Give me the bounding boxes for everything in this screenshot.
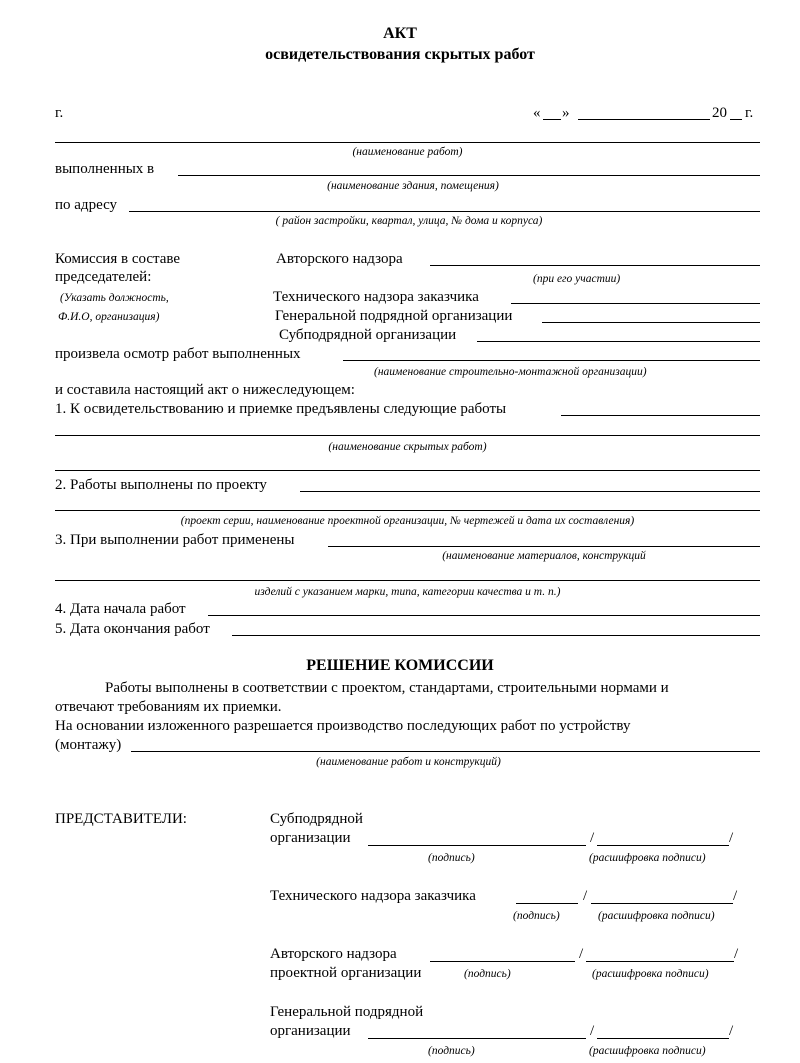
rep-technical-label: Технического надзора заказчика [270,888,476,904]
document-subtitle: освидетельствования скрытых работ [265,46,535,63]
signature-caption-4: (подпись) [428,1045,475,1057]
rep-general-label-1: Генеральной подрядной [270,1004,424,1020]
decision-paragraph-2a: На основании изложенного разрешается производство последующих работ по устройству [55,718,631,734]
specify-caption-2: Ф.И.О, организация) [58,311,160,323]
date-month-field[interactable] [578,119,710,120]
item2-field-2[interactable] [55,510,760,511]
compiled-label: и составила настоящий акт о нижеследующем: [55,382,355,398]
document-title: АКТ [383,25,417,42]
general-contractor-label: Генеральной подрядной организации [275,308,513,324]
decoding-caption-2: (расшифровка подписи) [598,910,715,922]
performed-in-field[interactable] [178,175,760,176]
slash-4b: / [729,1023,734,1039]
technical-supervision-field[interactable] [511,303,760,304]
chairmen-label: председателей: [55,269,152,285]
rep-subcontractor-label-2: организации [270,830,351,846]
building-caption: (наименование здания, помещения) [327,180,499,192]
participation-caption: (при его участии) [533,273,621,285]
item2-field[interactable] [300,491,760,492]
date-year-field[interactable] [730,119,742,120]
address-label: по адресу [55,197,118,213]
author-supervision-label: Авторского надзора [276,251,403,267]
slash-1a: / [590,830,595,846]
item2-label: 2. Работы выполнены по проекту [55,477,267,493]
project-caption: (проект серии, наименование проектной организации, № чертежей и дата их составления) [180,515,635,527]
inspection-label: произвела осмотр работ выполненных [55,346,301,362]
slash-4a: / [590,1023,595,1039]
slash-2a: / [583,888,588,904]
works-constructions-caption: (наименование работ и конструкций) [316,756,501,768]
district-caption: ( район застройки, квартал, улица, № дома и корпуса) [275,215,543,227]
general-contractor-field[interactable] [542,322,760,323]
date-suffix: г. [745,105,754,121]
performed-in-label: выполненных в [55,161,155,177]
rep-subcontractor-name-field[interactable] [597,845,729,846]
decoding-caption-1: (расшифровка подписи) [589,852,706,864]
end-date-field[interactable] [232,635,760,636]
rep-subcontractor-signature-field[interactable] [368,845,586,846]
inspection-field[interactable] [343,360,760,361]
decision-paragraph-1b: отвечают требованиям их приемки. [55,699,282,715]
item1-label: 1. К освидетельствованию и приемке предъявлены следующие работы [55,401,507,417]
hidden-works-caption: (наименование скрытых работ) [328,441,487,453]
date-quote-open: « [533,105,541,121]
rep-author-label-2: проектной организации [270,965,422,981]
decoding-caption-4: (расшифровка подписи) [589,1045,706,1057]
author-supervision-field[interactable] [430,265,760,266]
works-name-caption: (наименование работ) [352,146,463,158]
decision-paragraph-2b: (монтажу) [55,737,122,753]
representatives-label: ПРЕДСТАВИТЕЛИ: [55,811,187,827]
item3-field-2[interactable] [55,580,760,581]
specify-caption-1: (Указать должность, [60,292,169,304]
rep-general-name-field[interactable] [597,1038,729,1039]
rep-general-signature-field[interactable] [368,1038,586,1039]
date-day-field[interactable] [543,119,561,120]
decoding-caption-3: (расшифровка подписи) [592,968,709,980]
date-quote-close: » [562,105,570,121]
signature-caption-1: (подпись) [428,852,475,864]
materials-caption: (наименование материалов, конструкций [442,550,646,562]
rep-general-label-2: организации [270,1023,351,1039]
commission-label: Комиссия в составе [55,251,181,267]
item1-field-3[interactable] [55,470,760,471]
signature-caption-2: (подпись) [513,910,560,922]
slash-2b: / [733,888,738,904]
technical-supervision-label: Технического надзора заказчика [273,289,479,305]
works-name-field[interactable] [55,142,760,143]
subcontractor-field[interactable] [477,341,760,342]
item3-field[interactable] [328,546,760,547]
item3-label: 3. При выполнении работ применены [55,532,295,548]
start-date-field[interactable] [208,615,760,616]
slash-1b: / [729,830,734,846]
item1-field-2[interactable] [55,435,760,436]
next-works-field[interactable] [131,751,760,752]
rep-author-label-1: Авторского надзора [270,946,397,962]
signature-caption-3: (подпись) [464,968,511,980]
subcontractor-label: Субподрядной организации [279,327,457,343]
rep-technical-signature-field[interactable] [516,903,578,904]
address-field[interactable] [129,211,760,212]
contractor-caption: (наименование строительно-монтажной организации) [374,366,647,378]
rep-subcontractor-label-1: Субподрядной [270,811,363,827]
date-year-label: 20 [712,105,727,121]
rep-author-name-field[interactable] [586,961,734,962]
decision-paragraph-1a: Работы выполнены в соответствии с проектом, стандартами, строительными нормами и [105,680,669,696]
item4-label: 4. Дата начала работ [55,601,186,617]
decision-heading: РЕШЕНИЕ КОМИССИИ [306,657,494,674]
rep-technical-name-field[interactable] [591,903,733,904]
rep-author-signature-field[interactable] [430,961,575,962]
slash-3b: / [734,946,739,962]
item5-label: 5. Дата окончания работ [55,621,210,637]
slash-3a: / [579,946,584,962]
item1-field[interactable] [561,415,760,416]
products-caption: изделий с указанием марки, типа, категории качества и т. п.) [254,586,561,598]
city-label: г. [55,105,64,121]
